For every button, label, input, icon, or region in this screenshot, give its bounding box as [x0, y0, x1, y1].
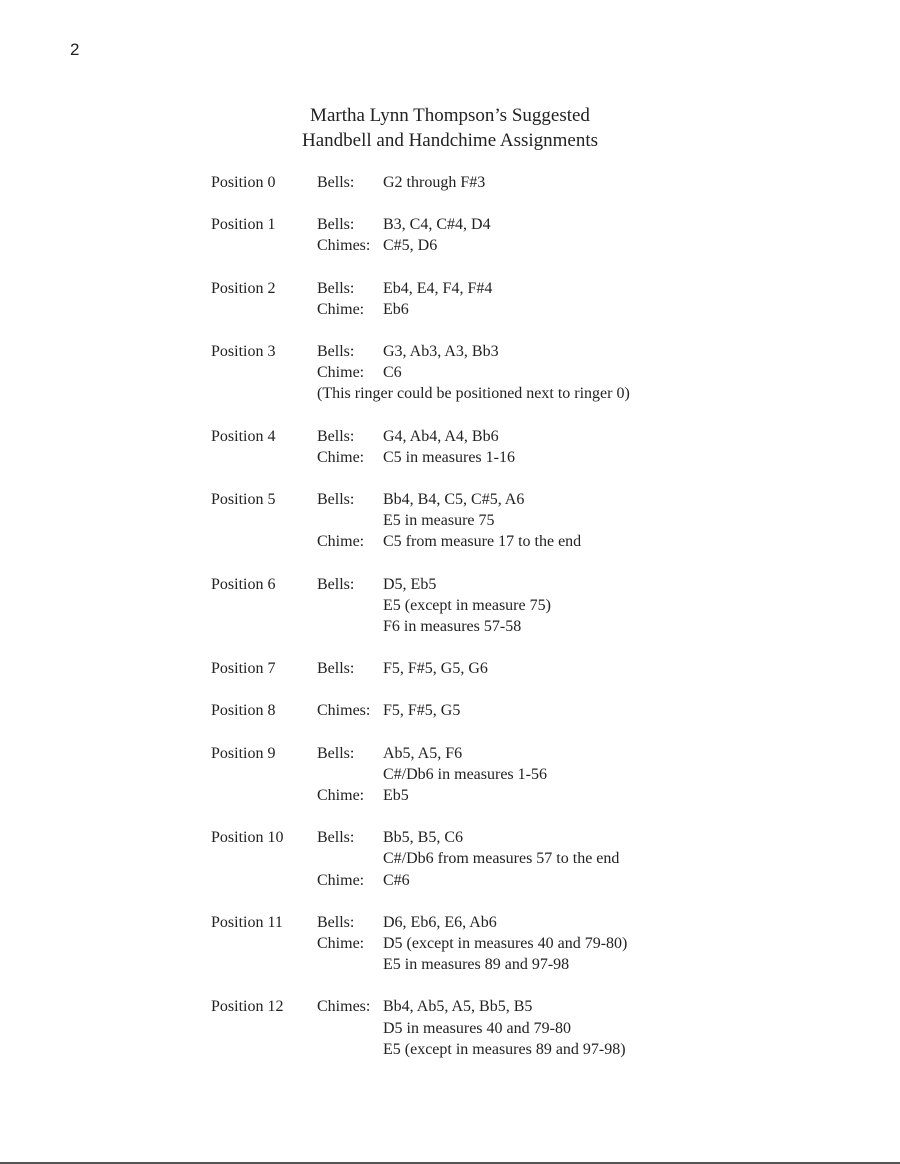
instrument-type-label: Chime: [317, 871, 365, 889]
assignment-line [0, 362, 900, 383]
assignment-line [0, 954, 900, 975]
position-entry [0, 743, 900, 807]
assignment-line [0, 383, 900, 404]
assignment-line [0, 870, 900, 891]
note-assignment: C5 from measure 17 to the end [383, 533, 582, 551]
assignment-line [0, 700, 900, 721]
assignment-line [0, 743, 900, 764]
assignment-line [0, 785, 900, 806]
assignment-line [0, 341, 900, 362]
instrument-type-label: Bells: [317, 216, 355, 234]
assignment-line [0, 489, 900, 510]
note-assignment: C#6 [383, 871, 410, 889]
position-label: Position 0 [211, 174, 276, 191]
instrument-type-label: Bells: [317, 829, 355, 847]
position-entry [0, 278, 900, 320]
instrument-type-label: Chime: [317, 533, 365, 551]
note-assignment: D5 in measures 40 and 79-80 [383, 1019, 571, 1037]
assignment-line [0, 996, 900, 1017]
note-assignment: Bb5, B5, C6 [383, 829, 464, 847]
instrument-type-label: Chime: [317, 934, 365, 952]
position-entry [0, 172, 900, 193]
position-entry [0, 912, 900, 976]
instrument-type-label: Bells: [317, 427, 355, 445]
title-line-2: Handbell and Handchime Assignments [301, 130, 599, 151]
position-entry [0, 700, 900, 721]
position-entry [0, 996, 900, 1060]
note-assignment: D5 (except in measures 40 and 79-80) [383, 934, 628, 952]
note-assignment: E5 (except in measures 89 and 97-98) [383, 1040, 626, 1058]
instrument-type-label: Chimes: [317, 702, 371, 720]
note-assignment: D6, Eb6, E6, Ab6 [383, 913, 497, 931]
note-assignment: E5 in measures 89 and 97-98 [383, 956, 570, 974]
position-entry [0, 574, 900, 638]
assignment-line [0, 1039, 900, 1060]
note-assignment: C#/Db6 from measures 57 to the end [383, 850, 620, 868]
instrument-type-label: Bells: [317, 660, 355, 678]
instrument-type-label: Chime: [317, 786, 365, 804]
note-assignment: C5 in measures 1-16 [383, 448, 515, 466]
instrument-type-label: Bells: [317, 744, 355, 762]
position-label: Position 5 [211, 491, 276, 508]
assignment-line [0, 912, 900, 933]
instrument-type-label: Bells: [317, 575, 355, 593]
note-assignment: B3, C4, C#4, D4 [383, 216, 491, 234]
instrument-type-label: Chimes: [317, 237, 371, 255]
assignment-line [0, 426, 900, 447]
assignment-line [0, 278, 900, 299]
assignment-line [0, 933, 900, 954]
position-entry [0, 214, 900, 256]
assignment-line [0, 764, 900, 785]
position-entry [0, 658, 900, 679]
note-assignment: C6 [383, 364, 402, 382]
position-label: Position 6 [211, 575, 276, 593]
note-assignment: D5, Eb5 [383, 575, 437, 593]
assignment-line [0, 574, 900, 595]
note-assignment: G4, Ab4, A4, Bb6 [383, 427, 499, 445]
position-label: Position 9 [211, 744, 276, 762]
instrument-type-label: Chime: [317, 300, 365, 318]
position-entry [0, 341, 900, 405]
instrument-type-label: Bells: [317, 491, 355, 508]
note-assignment: Eb4, E4, F4, F#4 [383, 279, 493, 297]
note-assignment: F5, F#5, G5, G6 [383, 660, 488, 678]
assignment-line [0, 848, 900, 869]
instrument-type-label: Bells: [317, 913, 355, 931]
position-label: Position 3 [211, 343, 276, 360]
position-label: Position 2 [211, 279, 276, 297]
position-label: Position 1 [211, 216, 276, 234]
note-assignment: Ab5, A5, F6 [383, 744, 463, 762]
instrument-type-label: Chimes: [317, 998, 371, 1016]
page-number: 2 [70, 40, 80, 59]
instrument-type-label: Chime: [317, 448, 365, 466]
instrument-type-label: Bells: [317, 343, 355, 360]
position-label: Position 12 [211, 998, 284, 1016]
position-label: Position 10 [211, 829, 284, 847]
note-assignment: F5, F#5, G5 [383, 702, 461, 720]
instrument-type-label: Bells: [317, 174, 355, 191]
instrument-type-label: Bells: [317, 279, 355, 297]
note-assignment: E5 (except in measure 75) [383, 596, 551, 614]
note-assignment: F6 in measures 57-58 [383, 617, 522, 635]
assignment-line [0, 827, 900, 848]
assignment-line [0, 510, 900, 531]
assignment-line [0, 214, 900, 235]
assignment-line [0, 595, 900, 616]
assignment-line [0, 658, 900, 679]
page-title [0, 103, 900, 153]
assignment-line [0, 235, 900, 256]
assignment-line [0, 616, 900, 637]
note-assignment: Eb5 [383, 786, 409, 804]
note-assignment: Bb4, Ab5, A5, Bb5, B5 [383, 998, 533, 1016]
position-entry [0, 489, 900, 553]
assignment-line [0, 172, 900, 193]
assignment-line [0, 447, 900, 468]
note-assignment: Eb6 [383, 300, 409, 318]
instrument-type-label: Chime: [317, 364, 365, 382]
assignment-line [0, 1018, 900, 1039]
position-label: Position 7 [211, 660, 276, 678]
assignment-line [0, 531, 900, 552]
position-label: Position 8 [211, 702, 276, 720]
note-assignment: G3, Ab3, A3, Bb3 [383, 343, 499, 360]
position-label: Position 4 [211, 427, 276, 445]
assignment-note: (This ringer could be positioned next to ringer 0) [317, 385, 630, 403]
note-assignment: C#/Db6 in measures 1-56 [383, 765, 547, 783]
note-assignment: E5 in measure 75 [383, 512, 495, 530]
position-entry [0, 426, 900, 468]
position-entry [0, 827, 900, 891]
note-assignment: C#5, D6 [383, 237, 438, 255]
title-line-1: Martha Lynn Thompson’s Suggested [310, 105, 590, 126]
note-assignment: Bb4, B4, C5, C#5, A6 [383, 491, 525, 508]
position-label: Position 11 [211, 913, 283, 931]
assignment-line [0, 299, 900, 320]
note-assignment: G2 through F#3 [383, 174, 486, 191]
